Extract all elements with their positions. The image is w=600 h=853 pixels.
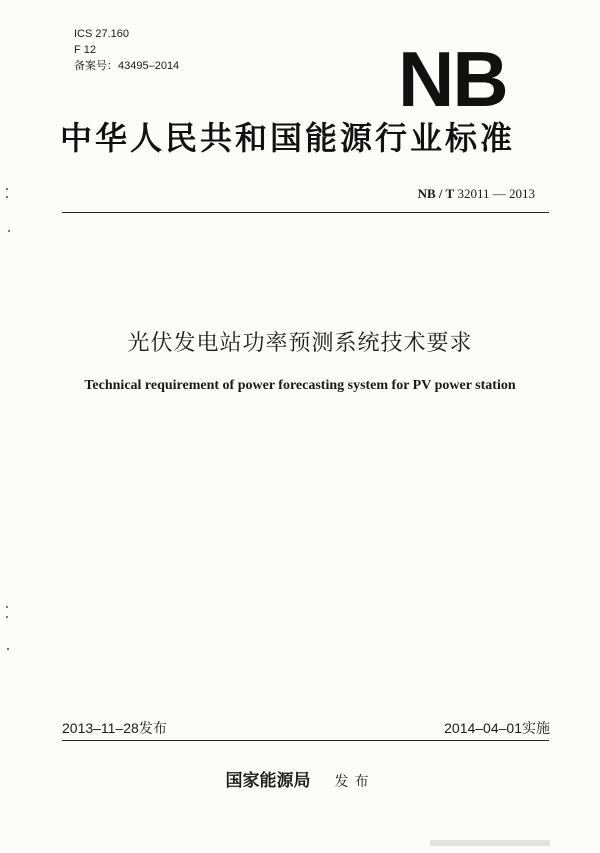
- scan-artifact: [6, 196, 8, 198]
- scan-artifact: [6, 188, 8, 190]
- scan-artifact: [7, 648, 9, 650]
- standard-number-prefix: NB / T: [417, 186, 455, 201]
- standard-title: 中华人民共和国能源行业标准: [60, 119, 516, 157]
- document-title-chinese: 光伏发电站功率预测系统技术要求: [127, 331, 473, 356]
- issuer-name: 国家能源局: [225, 771, 311, 791]
- standard-number-code: 32011 — 2013: [457, 186, 535, 201]
- standard-number: [418, 186, 535, 202]
- faint-stamp-mark: [430, 838, 550, 848]
- scan-artifact: [6, 606, 8, 608]
- issuer-action: 发布: [334, 774, 375, 790]
- document-title-english: Technical requirement of power forecasting system for PV power station: [84, 378, 516, 393]
- classification-code: F 12: [74, 44, 97, 56]
- bottom-divider: [62, 740, 549, 741]
- scan-artifact: [6, 616, 8, 618]
- nb-logo: NB: [398, 35, 507, 123]
- metadata-block: [74, 26, 179, 74]
- effective-date: 2014–04–01实施: [444, 720, 550, 736]
- issuer-line: [0, 766, 600, 791]
- ics-code: ICS 27.160: [74, 28, 130, 40]
- top-divider: [62, 212, 549, 213]
- record-number: 备案号：43495–2014: [74, 60, 180, 72]
- issue-date: 2013–11–28发布: [62, 720, 167, 736]
- scan-artifact: [8, 230, 10, 232]
